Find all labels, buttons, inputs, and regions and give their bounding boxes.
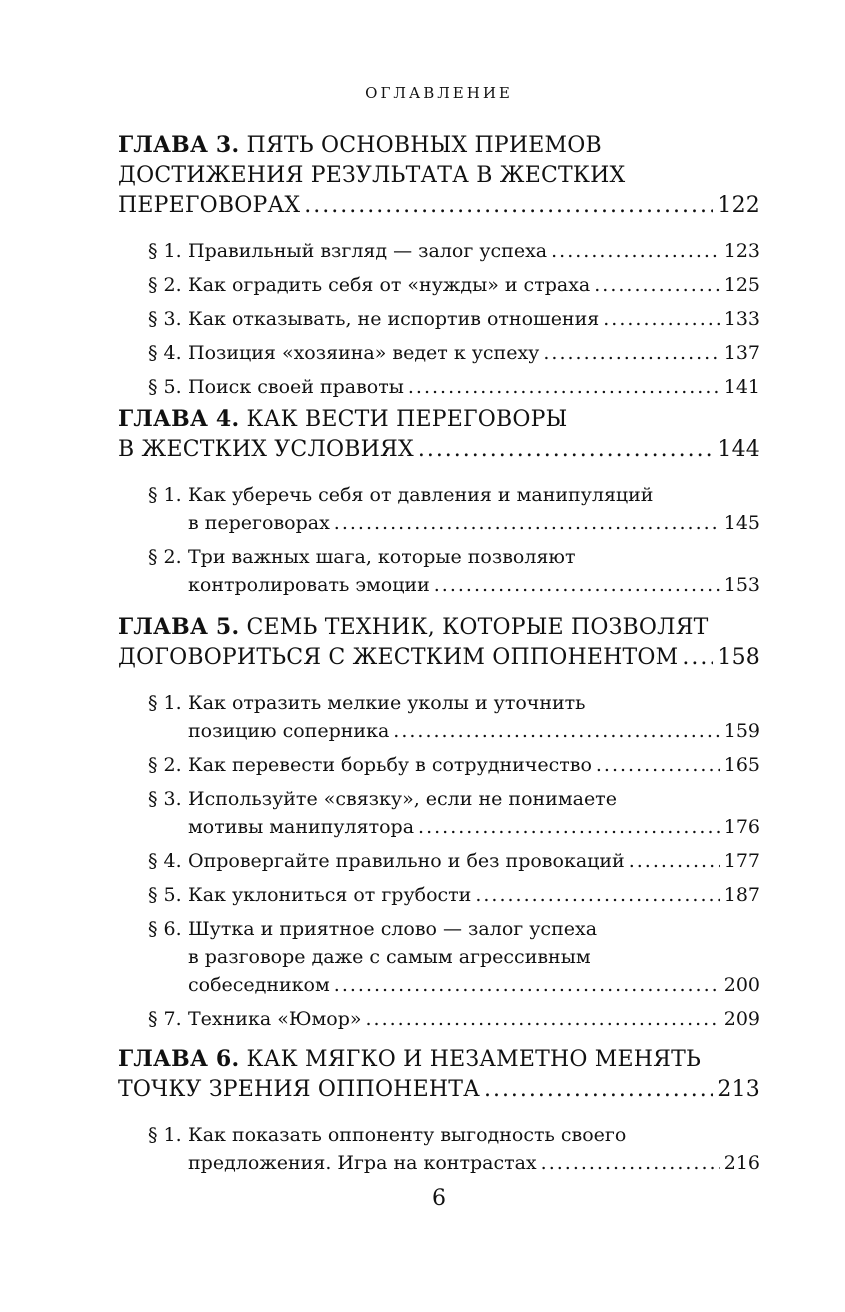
section-list	[118, 1121, 760, 1177]
section-number: § 5.	[148, 884, 182, 906]
chapter-block	[118, 404, 760, 605]
section-page-number: 145	[723, 512, 760, 534]
page-number: 6	[432, 1186, 446, 1211]
chapter-block	[118, 130, 760, 407]
section-number: § 6.	[148, 918, 182, 940]
section-entry[interactable]	[118, 881, 760, 909]
section-entry[interactable]	[118, 915, 760, 999]
section-title-line: Опровергайте правильно и без провокаций	[188, 850, 625, 872]
chapter-title[interactable]	[118, 612, 760, 673]
section-page-number: 137	[723, 342, 760, 364]
section-title-line: Шутка и приятное слово — залог успеха	[188, 918, 598, 940]
chapter-title-text: ПЕРЕГОВОРАХ	[118, 193, 301, 218]
dot-leader	[334, 509, 720, 537]
section-number: § 4.	[148, 850, 182, 872]
section-number: § 2.	[148, 274, 182, 296]
chapter-page-number: 158	[717, 645, 760, 670]
section-number: § 4.	[148, 342, 182, 364]
section-title-line: Как показать оппоненту выгодность своего	[188, 1124, 627, 1146]
chapter-title-text: ТОЧКУ ЗРЕНИЯ ОППОНЕНТА	[118, 1077, 480, 1102]
section-entry[interactable]	[118, 543, 760, 599]
section-page-number: 200	[723, 974, 760, 996]
section-entry[interactable]	[118, 1121, 760, 1177]
section-title-line: Три важных шага, которые позволяют	[188, 546, 576, 568]
dot-leader	[596, 751, 720, 779]
section-number: § 3.	[148, 308, 182, 330]
section-number: § 2.	[148, 754, 182, 776]
section-page-number: 216	[723, 1152, 760, 1174]
section-entry[interactable]	[118, 481, 760, 537]
section-title-line: контролировать эмоции	[188, 574, 430, 596]
section-number: § 5.	[148, 376, 182, 398]
dot-leader	[475, 881, 719, 909]
section-number: § 7.	[148, 1008, 182, 1030]
section-entry[interactable]	[118, 339, 760, 367]
section-entry[interactable]	[118, 305, 760, 333]
chapter-page-number: 213	[717, 1077, 760, 1102]
section-title-line: Как отказывать, не испортив отношения	[188, 308, 600, 330]
section-title-line: Техника «Юмор»	[188, 1008, 362, 1030]
section-number: § 1.	[148, 484, 182, 506]
chapter-title-text: ДОГОВОРИТЬСЯ С ЖЕСТКИМ ОППОНЕНТОМ	[118, 645, 679, 670]
dot-leader	[551, 237, 720, 265]
section-page-number: 176	[723, 816, 760, 838]
chapter-title-text: СЕМЬ ТЕХНИК, КОТОРЫЕ ПОЗВОЛЯТ	[246, 615, 709, 640]
section-page-number: 209	[723, 1008, 760, 1030]
chapter-label: ГЛАВА 6.	[118, 1046, 240, 1072]
section-entry[interactable]	[118, 1005, 760, 1033]
dot-leader	[434, 571, 720, 599]
chapter-title[interactable]	[118, 404, 760, 465]
dot-leader	[543, 339, 719, 367]
section-title-line: мотивы манипулятора	[188, 816, 415, 838]
section-title-line: Используйте «связку», если не понимаете	[188, 788, 617, 810]
chapter-block	[118, 612, 760, 1039]
dot-leader	[541, 1149, 720, 1177]
dot-leader	[418, 435, 714, 465]
chapter-title-text: В ЖЕСТКИХ УСЛОВИЯХ	[118, 437, 414, 462]
section-page-number: 153	[723, 574, 760, 596]
section-entry[interactable]	[118, 689, 760, 745]
dot-leader	[393, 717, 719, 745]
section-title-line: Как уберечь себя от давления и манипуляций	[188, 484, 654, 506]
section-page-number: 177	[723, 850, 760, 872]
chapter-page-number: 122	[717, 193, 760, 218]
dot-leader	[603, 305, 719, 333]
section-number: § 2.	[148, 546, 182, 568]
section-title-line: позицию соперника	[188, 720, 390, 742]
dot-leader	[334, 971, 720, 999]
running-header: ОГЛАВЛЕНИЕ	[365, 84, 513, 102]
section-title-line: Как отразить мелкие уколы и уточнить	[188, 692, 586, 714]
section-title-line: Позиция «хозяина» ведет к успеху	[188, 342, 540, 364]
section-title-line: в разговоре даже с самым агрессивным	[188, 946, 591, 968]
chapter-page-number: 144	[717, 437, 760, 462]
dot-leader	[408, 373, 720, 401]
chapter-title-text: КАК ВЕСТИ ПЕРЕГОВОРЫ	[246, 407, 568, 432]
section-title-line: Поиск своей правоты	[188, 376, 404, 398]
chapter-title[interactable]	[118, 1044, 760, 1105]
section-page-number: 187	[723, 884, 760, 906]
section-page-number: 133	[723, 308, 760, 330]
section-list	[118, 689, 760, 1033]
section-title-line: Как перевести борьбу в сотрудничество	[188, 754, 592, 776]
section-title-line: собеседником	[188, 974, 330, 996]
section-title-line: Как уклониться от грубости	[188, 884, 472, 906]
section-number: § 1.	[148, 1124, 182, 1146]
section-number: § 1.	[148, 240, 182, 262]
section-entry[interactable]	[118, 751, 760, 779]
section-page-number: 165	[723, 754, 760, 776]
section-page-number: 141	[723, 376, 760, 398]
section-entry[interactable]	[118, 237, 760, 265]
section-title-line: в переговорах	[188, 512, 330, 534]
section-page-number: 125	[723, 274, 760, 296]
section-page-number: 123	[723, 240, 760, 262]
chapter-title-text: ПЯТЬ ОСНОВНЫХ ПРИЕМОВ	[246, 133, 602, 158]
section-entry[interactable]	[118, 847, 760, 875]
chapter-label: ГЛАВА 4.	[118, 406, 240, 432]
dot-leader	[418, 813, 720, 841]
chapter-title-text: ДОСТИЖЕНИЯ РЕЗУЛЬТАТА В ЖЕСТКИХ	[118, 163, 626, 188]
dot-leader	[682, 643, 713, 673]
section-entry[interactable]	[118, 373, 760, 401]
chapter-label: ГЛАВА 3.	[118, 132, 240, 158]
section-list	[118, 237, 760, 401]
section-title-line: Как оградить себя от «нужды» и страха	[188, 274, 591, 296]
dot-leader	[629, 847, 720, 875]
dot-leader	[484, 1075, 713, 1105]
chapter-label: ГЛАВА 5.	[118, 614, 240, 640]
section-number: § 1.	[148, 692, 182, 714]
section-entry[interactable]	[118, 785, 760, 841]
chapter-title-text: КАК МЯГКО И НЕЗАМЕТНО МЕНЯТЬ	[246, 1047, 702, 1072]
section-title-line: Правильный взгляд — залог успеха	[188, 240, 548, 262]
section-entry[interactable]	[118, 271, 760, 299]
section-title-line: предложения. Игра на контрастах	[188, 1152, 537, 1174]
section-list	[118, 481, 760, 599]
dot-leader	[594, 271, 719, 299]
dot-leader	[304, 191, 713, 221]
section-page-number: 159	[723, 720, 760, 742]
dot-leader	[366, 1005, 720, 1033]
section-number: § 3.	[148, 788, 182, 810]
chapter-title[interactable]	[118, 130, 760, 221]
chapter-block	[118, 1044, 760, 1183]
